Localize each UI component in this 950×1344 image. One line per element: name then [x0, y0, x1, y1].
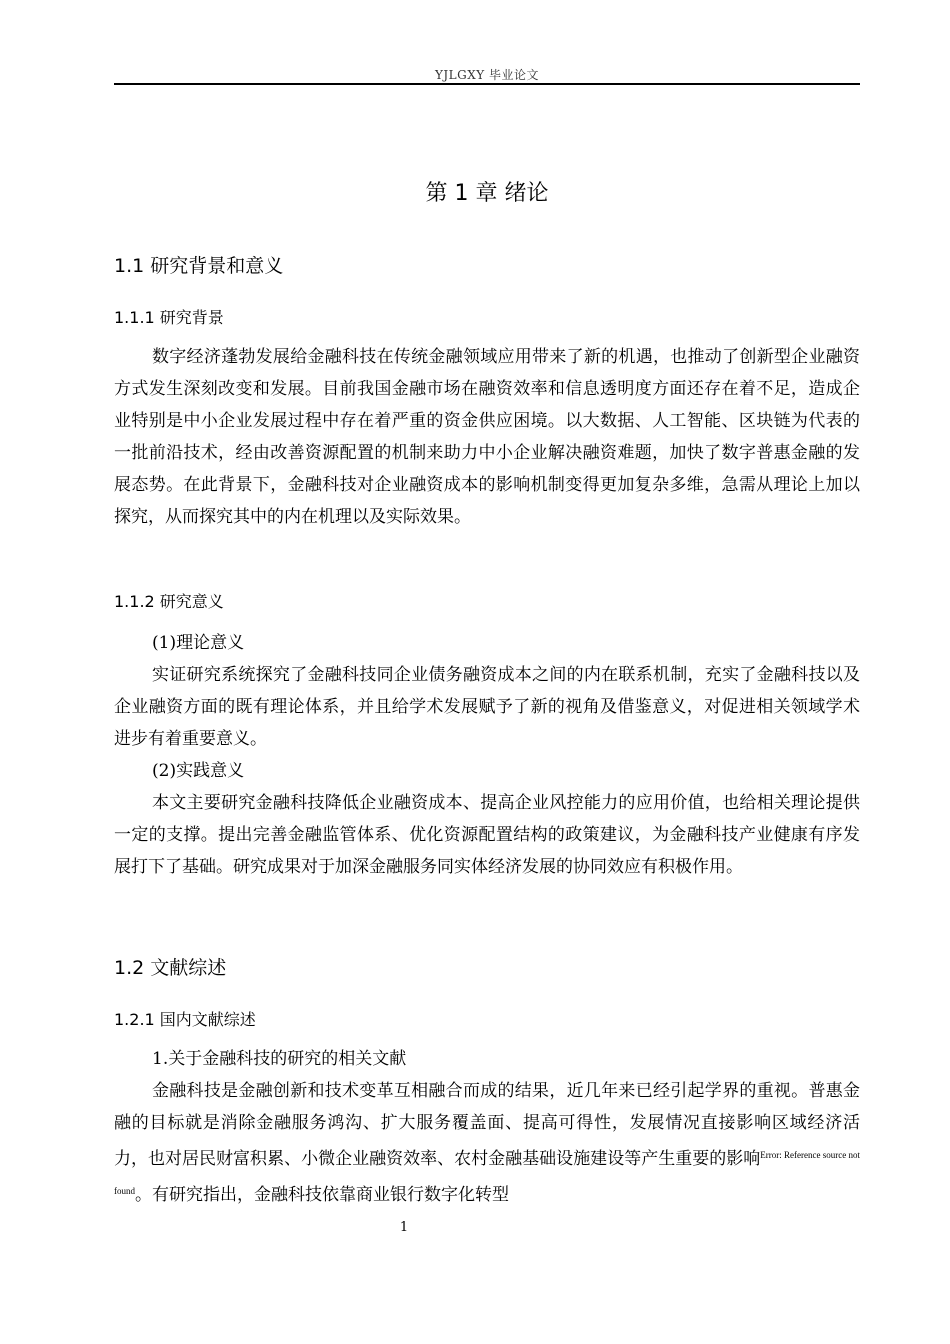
literature-text-continued: 。有研究指出，金融科技依靠商业银行数字化转型 [135, 1185, 509, 1205]
chapter-title: 第 1 章 绪论 [425, 181, 549, 206]
header-divider [114, 83, 860, 85]
practice-significance-paragraph: 本文主要研究金融科技降低企业融资成本、提高企业风控能力的应用价值，也给相关理论提供一定的支撑。提出完善金融监管体系、优化资源配置结构的政策建议，为金融科技产业健康有序发展打下了基础。研究成果对于加深金融服务同实体经济发展的协同效应有积极作用。 [114, 793, 860, 877]
background-paragraph: 数字经济蓬勃发展给金融科技在传统金融领域应用带来了新的机遇，也推动了创新型企业融资方式发生深刻改变和发展。目前我国金融市场在融资效率和信息透明度方面还存在着不足，造成企业特别是中小企业发展过程中存在着严重的资金供应困境。以大数据、人工智能、区块链为代表的一批前沿技术，经由改善资源配置的机制来助力中小企业解决融资难题，加快了数字普惠金融的发展态势。在此背景下，金融科技对企业融资成本的影响机制变得更加复杂多维，急需从理论上加以探究，从而探究其中的内在机理以及实际效果。 [114, 347, 860, 527]
subsection-heading-1-2-1: 1.2.1 国内文献综述 [114, 1010, 256, 1029]
theory-significance-label: (1)理论意义 [152, 633, 245, 653]
section-heading-1-1: 1.1 研究背景和意义 [114, 255, 284, 277]
literature-item-label: 1.关于金融科技的研究的相关文献 [152, 1049, 407, 1069]
reference-error-marker: Error: Reference source not found [114, 1150, 861, 1196]
literature-text: 金融科技是金融创新和技术变革互相融合而成的结果，近几年来已经引起学界的重视。普惠金融的目标就是消除金融服务鸿沟、扩大服务覆盖面、提高可得性，发展情况直接影响区域经济活力，也对居民财富积累、小微企业融资效率、农村金融基础设施建设等产生重要的影响 [114, 1081, 860, 1169]
theory-significance-paragraph: 实证研究系统探究了金融科技同企业债务融资成本之间的内在联系机制，充实了金融科技以及企业融资方面的既有理论体系，并且给学术发展赋予了新的视角及借鉴意义，对促进相关领域学术进步有着重要意义。 [114, 665, 860, 749]
page-number: 1 [399, 1220, 409, 1235]
subsection-heading-1-1-1: 1.1.1 研究背景 [114, 308, 224, 327]
subsection-heading-1-1-2: 1.1.2 研究意义 [114, 592, 224, 611]
practice-significance-label: (2)实践意义 [152, 761, 245, 781]
running-header: YJLGXY 毕业论文 [434, 68, 540, 82]
section-heading-1-2: 1.2 文献综述 [114, 957, 227, 979]
literature-paragraph [114, 1075, 860, 1211]
